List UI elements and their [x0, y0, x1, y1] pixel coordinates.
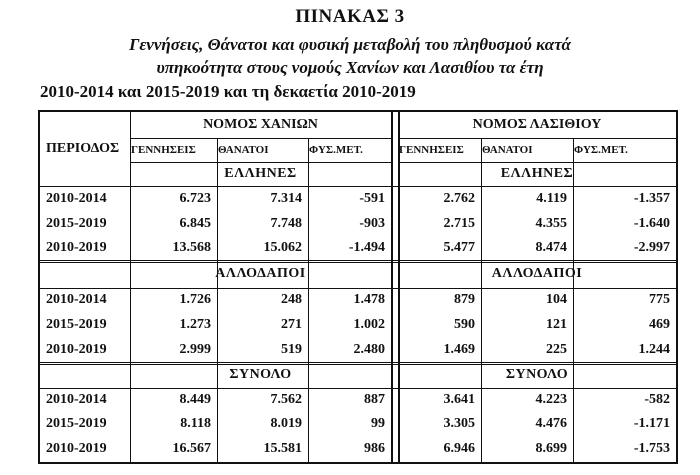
row-period: 2015-2019 [46, 416, 107, 431]
table-rule [130, 112, 131, 462]
table-caption-line-2: υπηκοότητα στους νομούς Χανίων και Λασιθίου τα έτη [156, 58, 544, 77]
section-header: ΑΛΛΟΔΑΠΟΙ [215, 266, 306, 281]
column-header: ΦΥΣ.ΜΕΤ. [309, 144, 363, 156]
table-cell: 775 [649, 292, 670, 307]
table-cell: 2.762 [443, 191, 475, 206]
table-cell: -582 [644, 392, 670, 407]
table-cell: 1.478 [353, 292, 385, 307]
table-number-title: ΠΙΝΑΚΑΣ 3 [295, 6, 405, 27]
table-cell: 7.314 [270, 191, 302, 206]
table-cell: 7.748 [270, 216, 302, 231]
table-cell: 8.449 [179, 392, 211, 407]
period-header: ΠΕΡΙΟΔΟΣ [46, 141, 120, 156]
table-cell: 1.469 [443, 342, 475, 357]
table-cell: -903 [359, 216, 385, 231]
row-period: 2010-2014 [46, 191, 107, 206]
table-cell: 8.474 [535, 240, 567, 255]
table-cell: 3.305 [443, 416, 475, 431]
table-cell: 6.946 [443, 441, 475, 456]
column-header: ΓΕΝΝΗΣΕΙΣ [131, 144, 196, 156]
table-caption-line-1: Γεννήσεις, Θάνατοι και φυσική μεταβολή του πληθυσμού κατά [129, 35, 571, 54]
table-cell: 4.223 [535, 392, 567, 407]
table-cell: 4.476 [535, 416, 567, 431]
row-period: 2010-2019 [46, 342, 107, 357]
table-cell: 8.118 [180, 416, 211, 431]
section-header: ΣΥΝΟΛΟ [505, 367, 569, 382]
table-cell: -1.753 [633, 441, 670, 456]
table-cell: 1.726 [179, 292, 211, 307]
table-cell: 879 [454, 292, 475, 307]
table-cell: 104 [546, 292, 567, 307]
table-cell: 1.002 [353, 317, 385, 332]
table-caption-line-3: 2010-2014 και 2015-2019 και τη δεκαετία 2010-2019 [40, 82, 416, 101]
table-cell: 13.568 [172, 240, 211, 255]
table-cell: 590 [454, 317, 475, 332]
table-cell: 3.641 [443, 392, 475, 407]
table-cell: 4.119 [536, 191, 567, 206]
table-cell: 121 [546, 317, 567, 332]
row-period: 2015-2019 [46, 216, 107, 231]
table-cell: 2.480 [353, 342, 385, 357]
region-header-chania: ΝΟΜΟΣ ΧΑΝΙΩΝ [203, 117, 318, 132]
row-period: 2015-2019 [46, 317, 107, 332]
column-header: ΦΥΣ.ΜΕΤ. [574, 144, 628, 156]
row-period: 2010-2014 [46, 392, 107, 407]
column-header: ΘΑΝΑΤΟΙ [482, 144, 533, 156]
table-cell: -1.171 [633, 416, 670, 431]
section-header: ΑΛΛΟΔΑΠΟΙ [491, 266, 583, 281]
table-cell: 15.062 [263, 240, 302, 255]
table-rule [398, 112, 400, 462]
section-header: ΣΥΝΟΛΟ [229, 367, 292, 382]
table-rule [391, 112, 393, 462]
table-cell: 519 [281, 342, 302, 357]
table-cell: 1.244 [638, 342, 670, 357]
region-header-lasithi: ΝΟΜΟΣ ΛΑΣΙΘΙΟΥ [472, 117, 602, 132]
table-cell: 248 [281, 292, 302, 307]
table-cell: 5.477 [443, 240, 475, 255]
table-cell: 6.723 [179, 191, 211, 206]
table-cell: 2.715 [443, 216, 475, 231]
table-cell: -2.997 [633, 240, 670, 255]
column-header: ΓΕΝΝΗΣΕΙΣ [399, 144, 464, 156]
column-header: ΘΑΝΑΤΟΙ [218, 144, 269, 156]
table-cell: -1.640 [633, 216, 670, 231]
row-period: 2010-2014 [46, 292, 107, 307]
table-cell: 1.273 [179, 317, 211, 332]
table-cell: 16.567 [172, 441, 211, 456]
table-cell: -1.357 [633, 191, 670, 206]
table-cell: 225 [546, 342, 567, 357]
table-cell: 15.581 [263, 441, 302, 456]
row-period: 2010-2019 [46, 441, 107, 456]
table-cell: 469 [649, 317, 670, 332]
table-cell: 8.019 [270, 416, 302, 431]
statistics-table [38, 110, 678, 464]
table-cell: 4.355 [535, 216, 567, 231]
table-cell: 271 [281, 317, 302, 332]
section-header: ΕΛΛΗΝΕΣ [224, 166, 297, 181]
table-cell: 6.845 [179, 216, 211, 231]
table-cell: 887 [364, 392, 385, 407]
table-cell: -591 [359, 191, 385, 206]
table-cell: 8.699 [535, 441, 567, 456]
row-period: 2010-2019 [46, 240, 107, 255]
table-cell: 99 [371, 416, 385, 431]
section-header: ΕΛΛΗΝΕΣ [500, 166, 574, 181]
table-cell: 986 [364, 441, 385, 456]
table-cell: -1.494 [348, 240, 385, 255]
table-cell: 7.562 [270, 392, 302, 407]
table-cell: 2.999 [179, 342, 211, 357]
